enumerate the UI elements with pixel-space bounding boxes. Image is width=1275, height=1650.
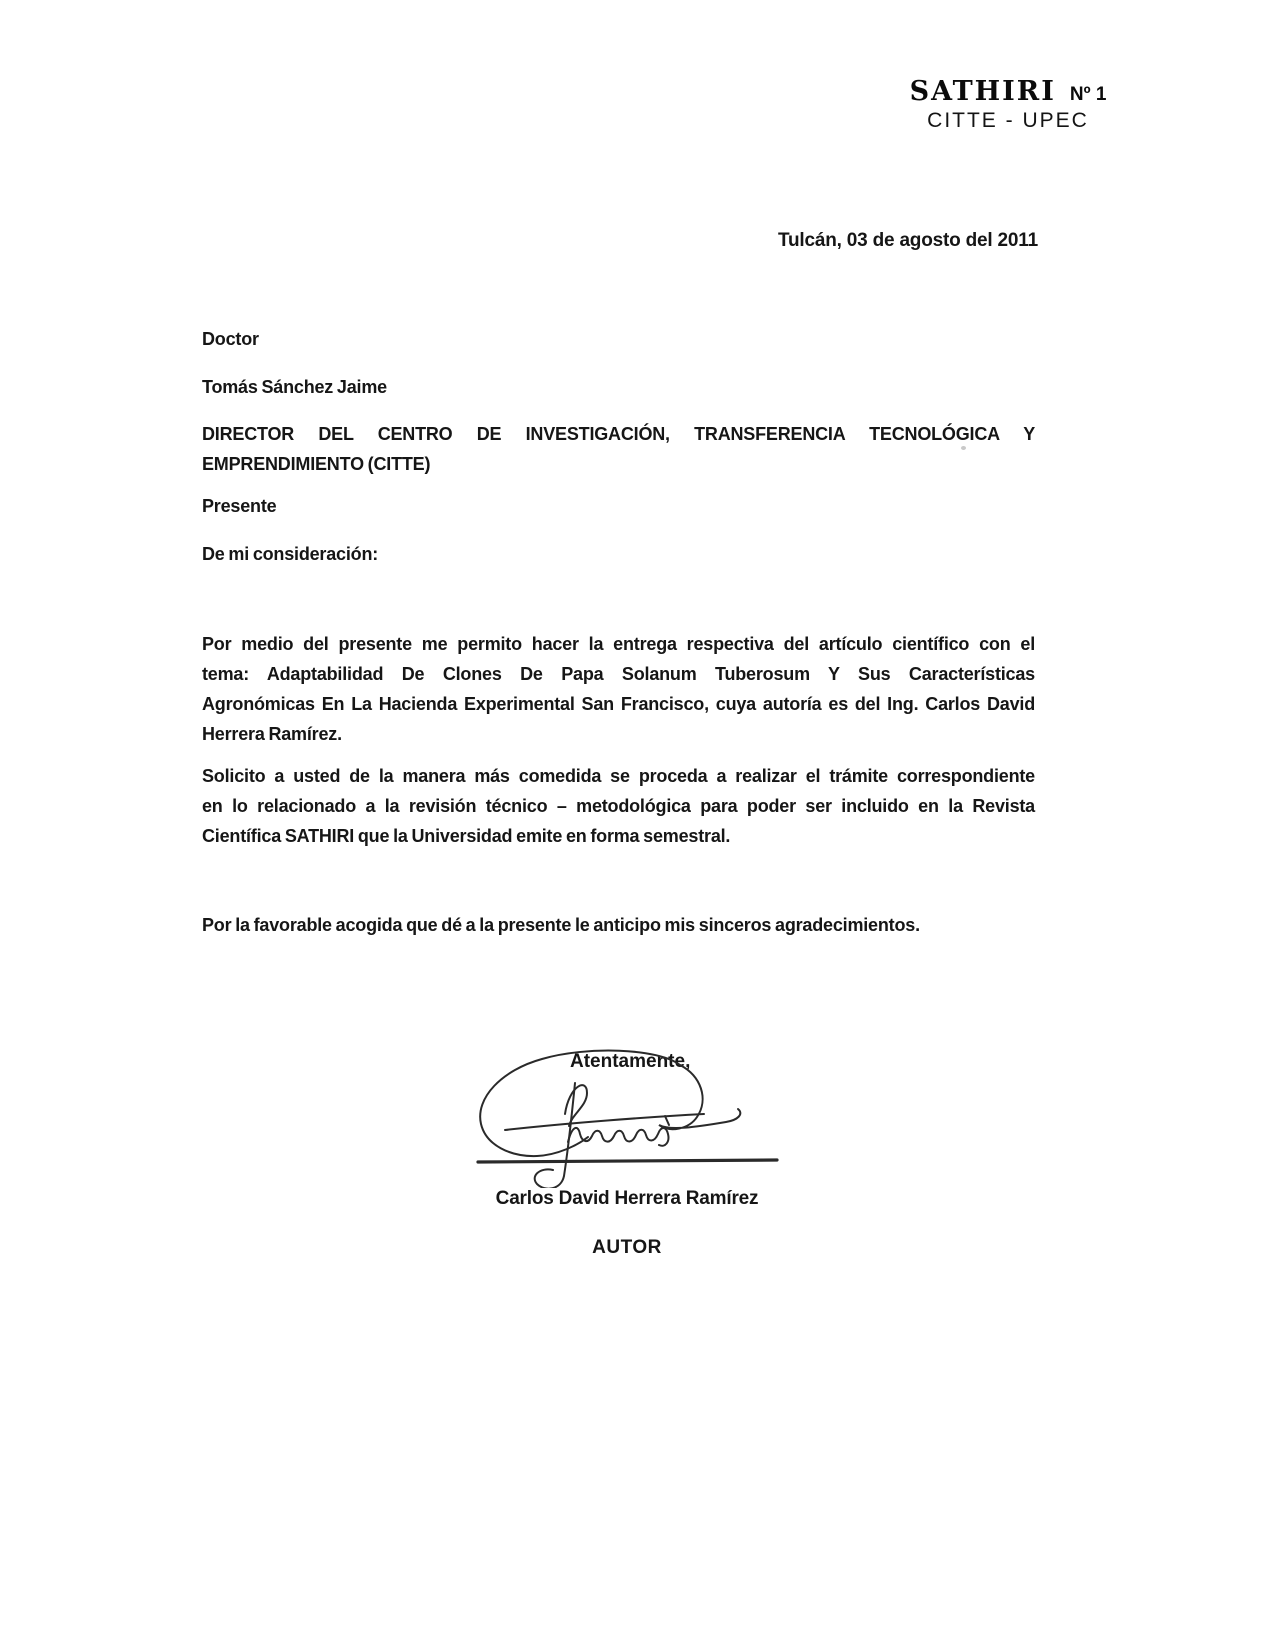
text-line: Herrera Ramírez.	[202, 724, 342, 744]
text-line: Por medio del presente me permito hacer la entrega respectiva del artículo científico con el	[202, 634, 1035, 654]
text-line: Solicito a usted de la manera más comedida se proceda a realizar el trámite correspondiente	[202, 766, 1035, 786]
letter-greeting: De mi consideración:	[202, 544, 379, 564]
recipient-name: Tomás Sánchez Jaime	[202, 377, 387, 397]
handwritten-signature	[468, 1038, 780, 1188]
valediction: Atentamente,	[570, 1051, 691, 1072]
body-paragraph-2	[202, 761, 1035, 851]
journal-name: SATHIRI	[909, 76, 1056, 107]
text-line: Científica SATHIRI que la Universidad emite en forma semestral.	[202, 826, 731, 846]
journal-issue-number: Nº 1	[1069, 84, 1107, 105]
text-line: tema: Adaptabilidad De Clones De Papa Solanum Tuberosum Y Sus Características	[202, 664, 1035, 684]
recipient-salutation: Doctor	[202, 329, 259, 349]
text-line: DIRECTOR DEL CENTRO DE INVESTIGACIÓN, TRANSFERENCIA TECNOLÓGICA Y	[202, 424, 1035, 444]
body-paragraph-3: Por la favorable acogida que dé a la presente le anticipo mis sinceros agradecimientos.	[202, 915, 920, 935]
journal-header	[878, 76, 1138, 133]
text-line: en lo relacionado a la revisión técnico – metodológica para poder ser incluido en la Revista	[202, 796, 1035, 816]
signature-block	[462, 1188, 792, 1259]
scan-speck	[961, 446, 966, 450]
text-line: Agronómicas En La Hacienda Experimental San Francisco, cuya autoría es del Ing. Carlos David	[202, 694, 1035, 714]
journal-organization: CITTE - UPEC	[927, 109, 1089, 132]
letter-date: Tulcán, 03 de agosto del 2011	[778, 230, 1038, 251]
recipient-presence: Presente	[202, 496, 277, 516]
signatory-name: Carlos David Herrera Ramírez	[495, 1188, 759, 1209]
text-line: EMPRENDIMIENTO (CITTE)	[202, 454, 431, 474]
body-paragraph-1	[202, 629, 1035, 749]
recipient-title	[202, 419, 1035, 479]
signatory-role: AUTOR	[592, 1237, 662, 1258]
